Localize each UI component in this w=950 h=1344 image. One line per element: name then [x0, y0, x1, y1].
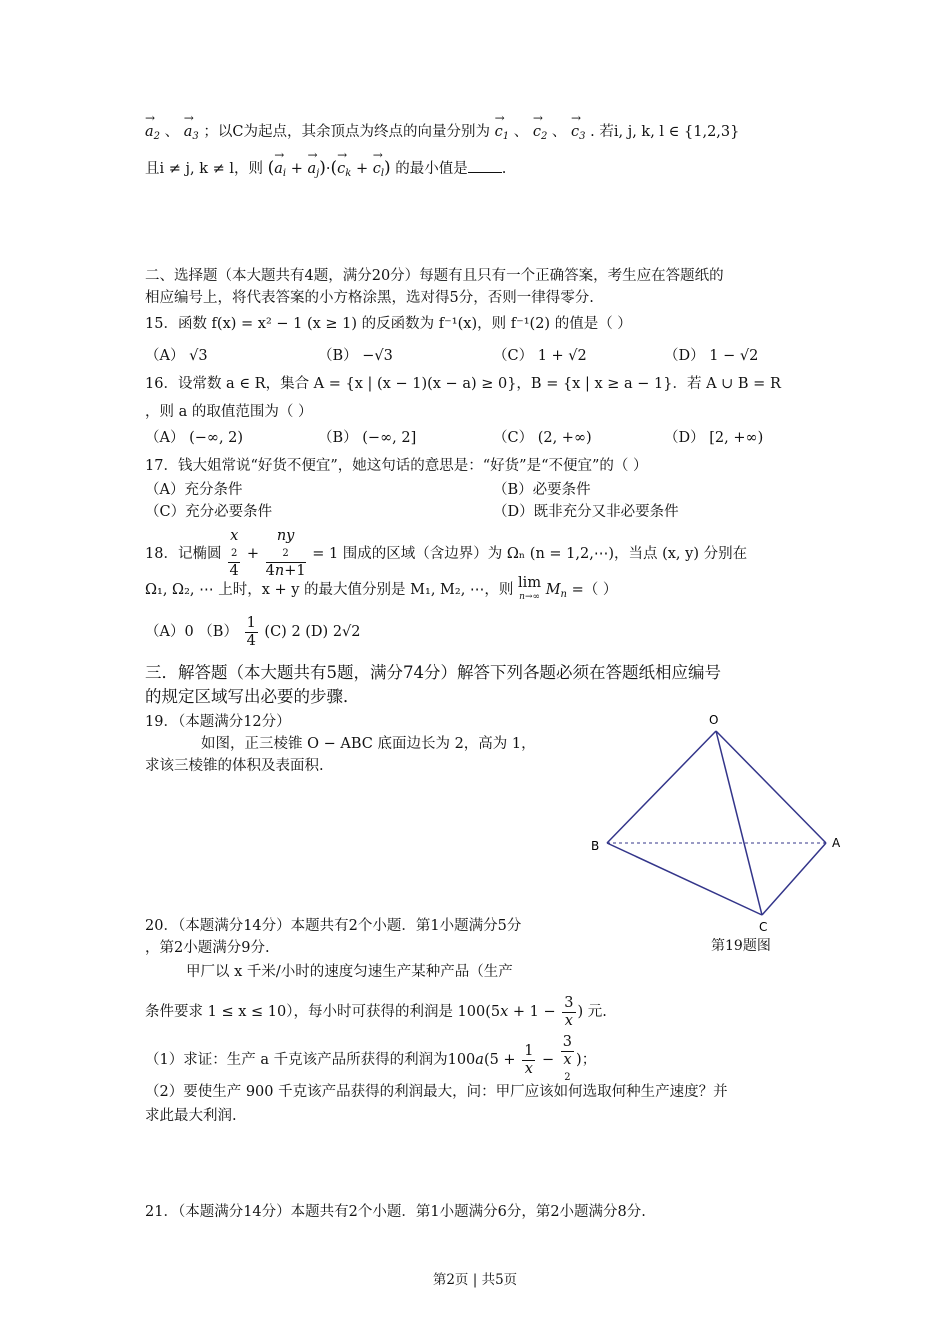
section3-heading-line2: 的规定区域写出必要的步骤．	[145, 687, 360, 706]
q16-stem-line2: ，则 a 的取值范围为（ ）	[145, 404, 313, 420]
q20-part2-line1: （2）要使生产 900 千克该产品获得的利润最大，问：甲厂应该如何选取何种生产速度？并	[145, 1084, 728, 1100]
vector-c3: → $c_3$	[571, 122, 586, 147]
fraction-1-over-x: $\frac{1}{x}$	[524, 1042, 534, 1077]
figure-caption: 第19题图	[711, 938, 771, 954]
edge-OA	[716, 731, 826, 843]
q18-stem: 18．记椭圆 x 2 4 + ny 2 4n+1 = 1 围成的区域（含边界）为 Ωₙ (n = 1,2,⋯)，当点 (x, y) 分别在	[145, 528, 748, 579]
limit-symbol: lim n→∞	[518, 575, 542, 602]
answer-blank	[468, 172, 502, 173]
q18-options: （A）0 （B） $\frac{1}{4}$ (C) 2 (D) 2√2	[145, 614, 361, 649]
q17-stem: 17．钱大姐常说“好货不便宜”，她这句话的意思是：“好货”是“不便宜”的（ ）	[145, 458, 648, 474]
edge-AC	[762, 843, 826, 915]
fraction-ny2-over-4n1: ny 2 4n+1	[265, 528, 306, 579]
q16-option-a: （A） (−∞, 2)	[145, 430, 244, 446]
q20-title-line2: ，第2小题满分9分.	[145, 940, 270, 956]
section2-heading-line2: 相应编号上，将代表答案的小方格涂黑，选对得5分，否则一律得零分.	[145, 290, 594, 306]
q17-option-a: （A）充分条件	[145, 482, 243, 498]
q20-part1: （1）求证：生产 a 千克该产品所获得的利润为100a(5 + $\frac{1}{x}$ − 3 x 2 )；	[145, 1034, 596, 1086]
q14-line2-tail: 的最小值是	[395, 161, 468, 177]
q15-option-b: （B） −√3	[318, 348, 393, 364]
fraction-one-quarter: $\frac{1}{4}$	[246, 614, 256, 649]
fraction-3-over-x: $\frac{3}{x}$	[564, 994, 574, 1029]
vector-a2: → $a_2$	[145, 122, 160, 147]
q14-line2-text: 且i ≠ j, k ≠ l，则	[145, 161, 264, 177]
q19-title: 19．（本题满分12分）	[145, 714, 291, 730]
section3-heading-line1: 三．解答题（本大题共有5题，满分74分）解答下列各题必须在答题纸相应编号	[145, 663, 721, 682]
fraction-x2-over-4: x 2 4	[229, 528, 239, 579]
q21-title: 21．（本题满分14分）本题共有2个小题．第1小题满分6分，第2小题满分8分.	[145, 1204, 646, 1220]
page-footer: 第2页 | 共5页	[432, 1272, 518, 1288]
q20-body-line1: 甲厂以 x 千米/小时的速度匀速生产某种产品（生产	[186, 964, 513, 980]
fraction-3-over-x2: 3 x 2	[562, 1034, 573, 1083]
edge-OB	[607, 731, 716, 843]
q20-body-line2: 条件要求 1 ≤ x ≤ 10），每小时可获得的利润是 100(5x + 1 − $\frac{3}{x}$ ) 元.	[145, 994, 607, 1029]
q15-option-d: （D） 1 − √2	[664, 348, 759, 364]
vector-c1: → $c_1$	[495, 122, 510, 147]
q15-stem: 15．函数 f(x) = x² − 1 (x ≥ 1) 的反函数为 f⁻¹(x)，则 f⁻¹(2) 的值是（ ）	[145, 316, 632, 332]
pyramid-figure	[585, 705, 855, 960]
section2-heading-line1: 二、选择题（本大题共有4题，满分20分）每题有且只有一个正确答案，考生应在答题纸的	[145, 268, 724, 284]
q17-option-c: （C）充分必要条件	[145, 504, 273, 520]
edge-BC	[607, 843, 762, 915]
q19-line2: 求该三棱锥的体积及表面积.	[145, 758, 324, 774]
q16-stem: 16．设常数 a ∈ R，集合 A = {x | (x − 1)(x − a) ≥ 0}，B = {x | x ≥ a − 1}．若 A ∪ B = R	[145, 376, 781, 392]
label-C: C	[759, 920, 768, 934]
q15-option-a: （A） √3	[145, 348, 208, 364]
edge-OC	[716, 731, 762, 915]
q17-option-b: （B）必要条件	[493, 482, 591, 498]
label-A: A	[832, 836, 841, 850]
q16-option-b: （B） (−∞, 2]	[318, 430, 417, 446]
q19-line1: 如图，正三棱锥 O − ABC 底面边长为 2，高为 1，	[201, 736, 536, 752]
q16-option-d: （D） [2, +∞)	[664, 430, 764, 446]
q15-option-c: （C） 1 + √2	[493, 348, 587, 364]
q20-part2-line2: 求此最大利润.	[145, 1108, 237, 1124]
vector-c2: → $c_2$	[533, 122, 548, 147]
q14-line1-tail: . 若i, j, k, l ∈ {1,2,3}	[590, 124, 740, 140]
q17-option-d: （D）既非充分又非必要条件	[493, 504, 679, 520]
label-B: B	[591, 839, 600, 853]
q16-option-c: （C） (2, +∞)	[493, 430, 592, 446]
q14-line2: 且i ≠ j, k ≠ l，则 (→ $a_i$ + → $a_j)\cdot(\to c_k$ + → $c_l$) 的最小值是 .	[145, 158, 506, 184]
vector-a3: → $a_3$	[184, 122, 199, 147]
q14-line1: → $a_2$ 、 → $a_3$ ；以C为起点，其余顶点为终点的向量分别为 → $c_1$ 、 → $c_2$ 、 → $c_3$ . 若i, j, k, l ∈ {1,2,3}	[145, 122, 739, 147]
q18-line2: Ω₁, Ω₂, ⋯ 上时，x + y 的最大值分别是 M₁, M₂, ⋯，则 lim n→∞ $M_n$ =（ ）	[145, 575, 618, 602]
q20-title-line1: 20．（本题满分14分）本题共有2个小题．第1小题满分5分	[145, 918, 522, 934]
q14-line1-text: ；以C为起点，其余顶点为终点的向量分别为	[203, 124, 490, 140]
label-O: O	[709, 713, 719, 727]
